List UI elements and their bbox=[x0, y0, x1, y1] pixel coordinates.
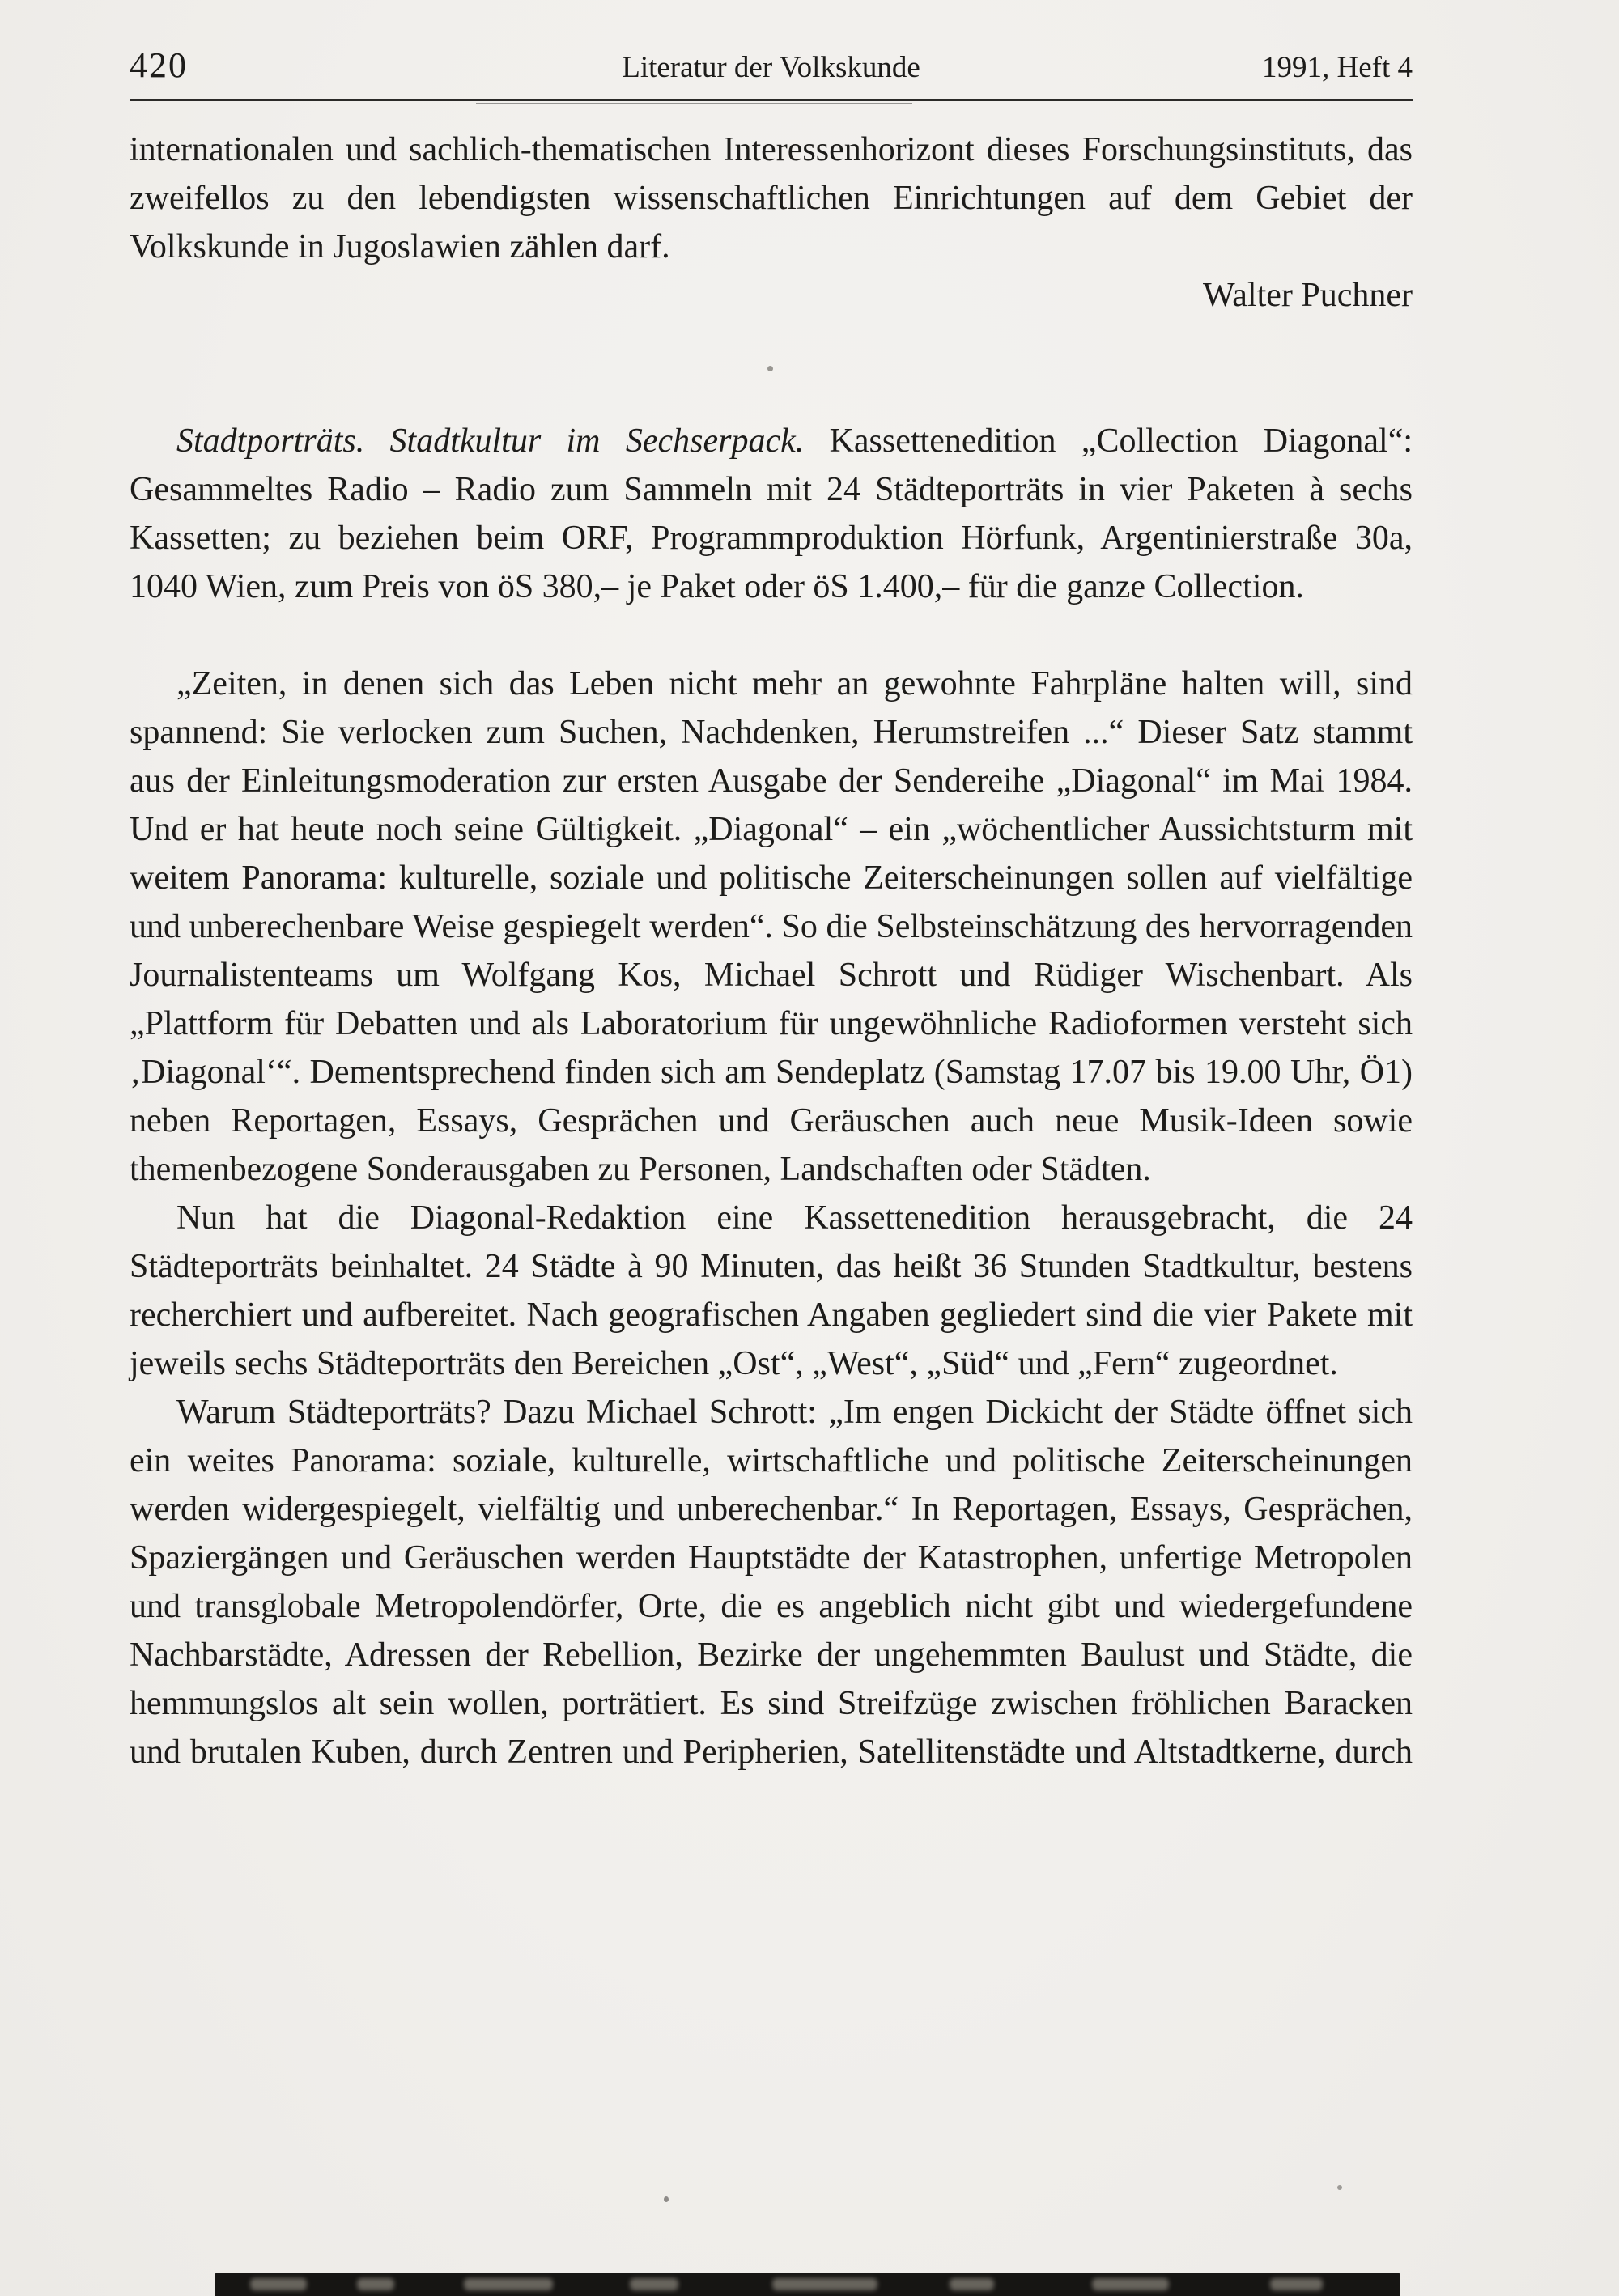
page-body bbox=[130, 125, 1413, 1776]
journal-title: Literatur der Volkskunde bbox=[622, 51, 920, 84]
scan-smudge bbox=[772, 2278, 877, 2290]
running-header bbox=[130, 45, 1413, 86]
scan-smudge bbox=[1270, 2278, 1323, 2290]
scan-smudge bbox=[630, 2278, 678, 2290]
review-paragraph bbox=[130, 417, 1413, 611]
scan-speck bbox=[1337, 2185, 1342, 2190]
body-paragraph-2: Nun hat die Diagonal-Redaktion eine Kassettenedition herausgebracht, die 24 Städteporträts beinhaltet. 24 Städte à 90 Minuten, das heißt 36 Stunden Stadtkultur, bestens recherchiert und aufbereitet. Nach geografischen Angaben gegliedert sind die vier Pakete mit jeweils sechs Städteporträts den Bereichen „Ost“, „West“, „Süd“ und „Fern“ zugeordnet. bbox=[130, 1199, 1413, 1382]
review-body: Kassettenedition „Collection Diagonal“: Gesammeltes Radio – Radio zum Sammeln mit 24 Städteporträts in vier Paketen à sechs Kassetten; zu beziehen beim ORF, Programmproduktion Hörfunk, Argentinierstraße 30a, 1040 Wien, zum Preis von öS 380,– je Paket oder öS 1.400,– für die ganze Collection. bbox=[130, 422, 1413, 605]
scan-edge-artifact bbox=[215, 2273, 1400, 2296]
scan-speck bbox=[664, 2196, 669, 2202]
scan-speck bbox=[767, 366, 773, 371]
page-number: 420 bbox=[130, 45, 188, 85]
body-paragraph-1: „Zeiten, in denen sich das Leben nicht mehr an gewohnte Fahrpläne halten will, sind spannend: Sie verlocken zum Suchen, Nachdenken, Herumstreifen ...“ Dieser Satz stammt aus der Einleitungsmoderation zur ersten Ausgabe der Sendereihe „Diagonal“ im Mai 1984. Und er hat heute noch seine Gültigkeit. „Diagonal“ – ein „wöchentlicher Aussichtsturm mit weitem Panorama: kulturelle, soziale und politische Zeiterscheinungen sollen auf vielfältige und unberechenbare Weise gespiegelt werden“. So die Selbsteinschätzung des hervorragenden Journalistenteams um Wolfgang Kos, Michael Schrott und Rüdiger Wischenbart. Als „Plattform für Debatten und als Laboratorium für ungewöhnliche Radioformen versteht sich ‚Diagonal‘“. Dementsprechend finden sich am Sendeplatz (Samstag 17.07 bis 19.00 Uhr, Ö1) neben Reportagen, Essays, Gesprächen und Geräuschen auch neue Musik-Ideen sowie themenbezogene Sonderausgaben zu Personen, Landschaften oder Städten. bbox=[130, 665, 1413, 1188]
paragraph-gap bbox=[130, 611, 1413, 660]
scan-smudge bbox=[250, 2278, 307, 2290]
scan-smudge bbox=[357, 2278, 394, 2290]
issue-label: 1991, Heft 4 bbox=[1262, 51, 1413, 84]
scan-smudge bbox=[950, 2278, 994, 2290]
author-signature: Walter Puchner bbox=[1202, 277, 1413, 314]
review-title: Stadtporträts. Stadtkultur im Sechserpack. bbox=[176, 422, 805, 460]
scan-smudge bbox=[1092, 2278, 1169, 2290]
text-block bbox=[130, 45, 1413, 1776]
scan-smudge bbox=[464, 2278, 553, 2290]
paragraph-continuation: internationalen und sachlich-thematischen Interessenhorizont dieses Forschungsinstituts, das zweifellos zu den lebendigsten wissenschaftlichen Einrichtungen auf dem Gebiet der Volkskunde in Jugoslawien zählen darf. bbox=[130, 131, 1413, 265]
header-rule bbox=[130, 99, 1413, 101]
body-paragraph-3: Warum Städteporträts? Dazu Michael Schrott: „Im engen Dickicht der Städte öffnet sich ein weites Panorama: soziale, kulturelle, wirtschaftliche und politische Zeiterscheinungen werden widergespiegelt, vielfältig und unberechenbar.“ In Reportagen, Essays, Gesprächen, Spaziergängen und Geräuschen werden Hauptstädte der Katastrophen, unfertige Metropolen und transglobale Metropolendörfer, Orte, die es angeblich nicht gibt und wiedergefundene Nachbarstädte, Adressen der Rebellion, Bezirke der ungehemmten Baulust und Städte, die hemmungslos alt sein wollen, porträtiert. Es sind Streifzüge zwischen fröhlichen Baracken und brutalen Kuben, durch Zentren und Peripherien, Satellitenstädte und Altstadtkerne, durch bbox=[130, 1394, 1413, 1771]
